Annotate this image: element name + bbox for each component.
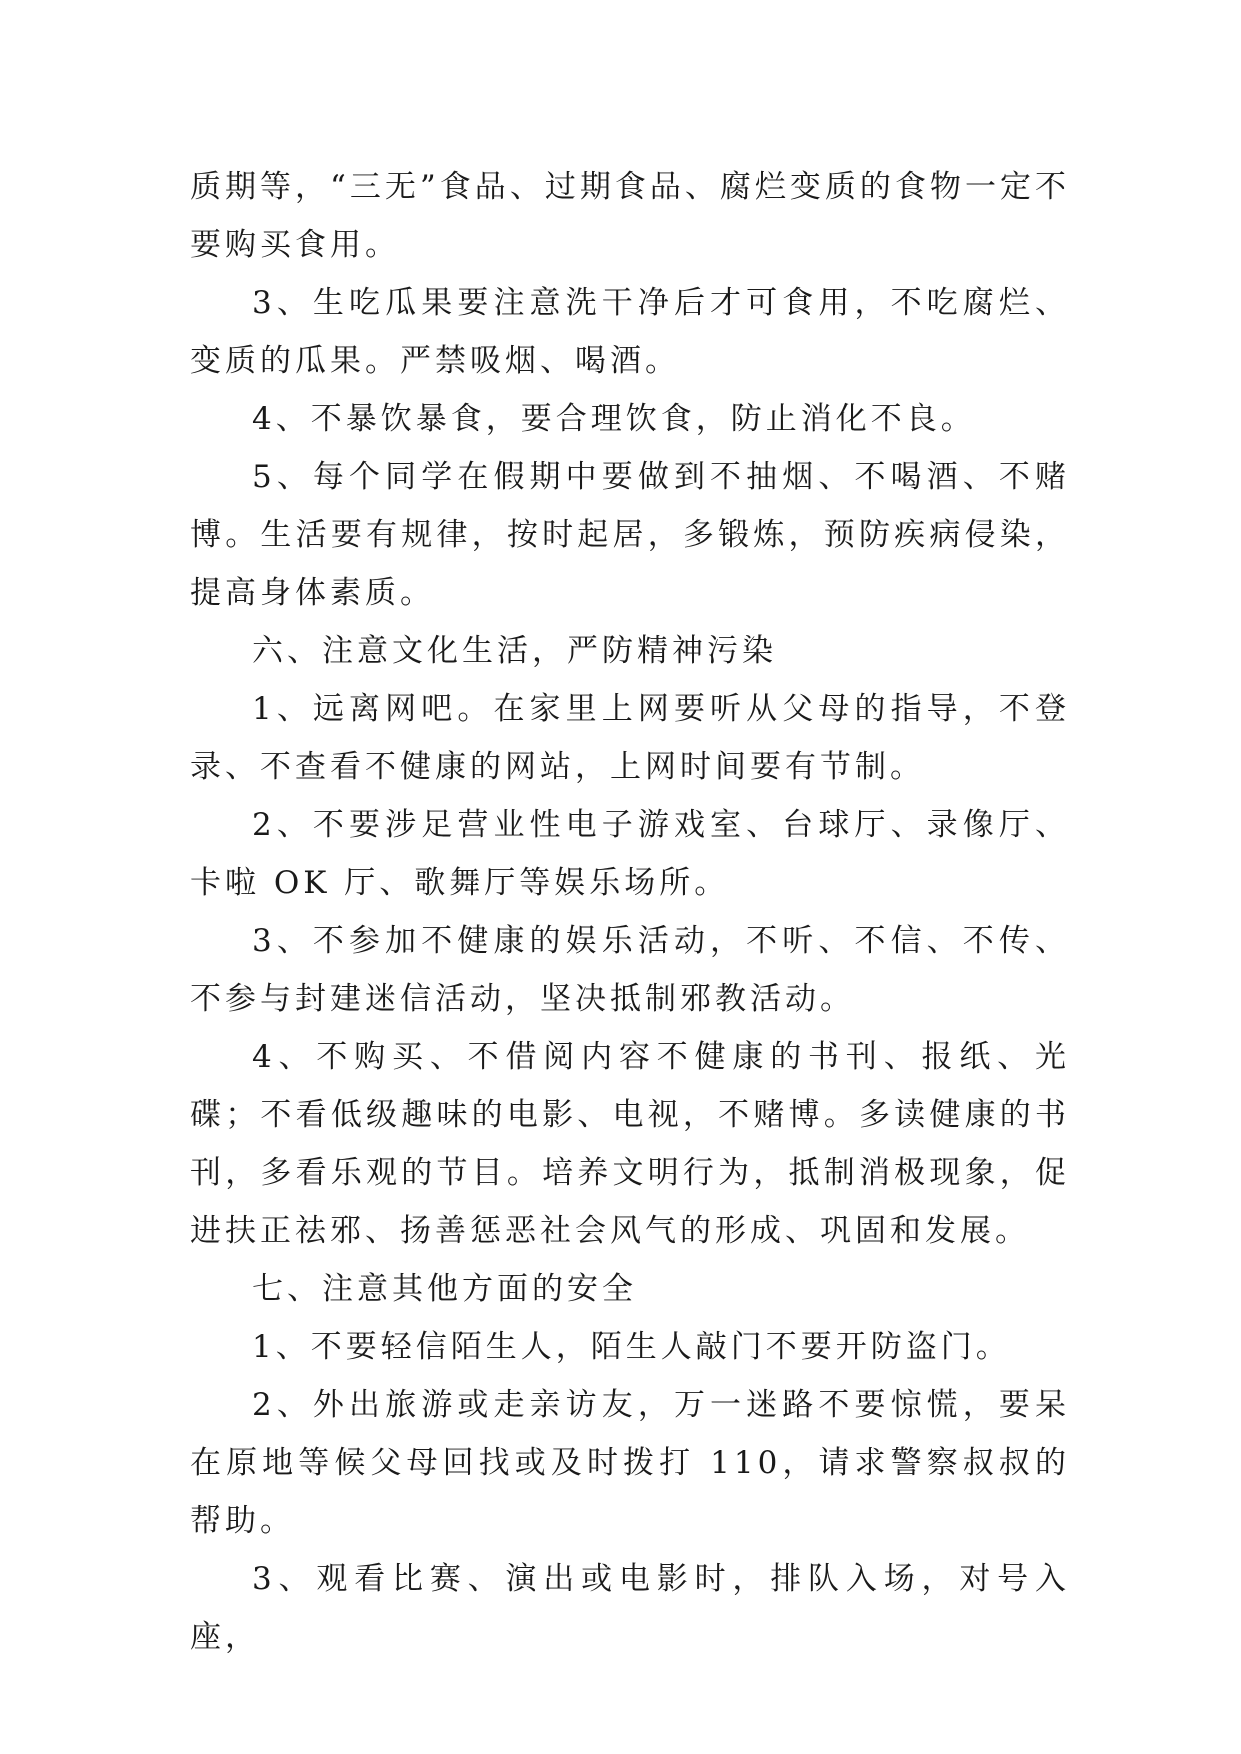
- document-body: [190, 158, 1070, 1666]
- paragraph-11: 1、不要轻信陌生人，陌生人敲门不要开防盗门。: [252, 1329, 1011, 1365]
- paragraph-3: 4、不暴饮暴食，要合理饮食，防止消化不良。: [252, 401, 976, 437]
- paragraph-13: 3、观看比赛、演出或电影时，排队入场，对号入座，: [190, 1561, 1070, 1655]
- paragraph-12: 2、外出旅游或走亲访友，万一迷路不要惊慌，要呆在原地等候父母回找或及时拨打 110，请求警察叔叔的帮助。: [190, 1387, 1070, 1539]
- paragraph-9: 4、不购买、不借阅内容不健康的书刊、报纸、光碟；不看低级趣味的电影、电视，不赌博。多读健康的书刊，多看乐观的节目。培养文明行为，抵制消极现象，促进扶正祛邪、扬善惩恶社会风气的形成、巩固和发展。: [190, 1039, 1070, 1249]
- section-heading-6: 六、注意文化生活，严防精神污染: [252, 633, 777, 669]
- paragraph-2: 3、生吃瓜果要注意洗干净后才可食用，不吃腐烂、变质的瓜果。严禁吸烟、喝酒。: [190, 285, 1070, 379]
- paragraph-4: 5、每个同学在假期中要做到不抽烟、不喝酒、不赌博。生活要有规律，按时起居，多锻炼，预防疾病侵染，提高身体素质。: [190, 459, 1070, 611]
- section-heading-7: 七、注意其他方面的安全: [252, 1271, 637, 1307]
- paragraph-7: 2、不要涉足营业性电子游戏室、台球厅、录像厅、卡啦 OK 厅、歌舞厅等娱乐场所。: [190, 807, 1070, 901]
- paragraph-6: 1、远离网吧。在家里上网要听从父母的指导，不登录、不查看不健康的网站，上网时间要有节制。: [190, 691, 1070, 785]
- paragraph-8: 3、不参加不健康的娱乐活动，不听、不信、不传、不参与封建迷信活动，坚决抵制邪教活动。: [190, 923, 1070, 1017]
- paragraph-1: 质期等，“三无”食品、过期食品、腐烂变质的食物一定不要购买食用。: [190, 169, 1070, 263]
